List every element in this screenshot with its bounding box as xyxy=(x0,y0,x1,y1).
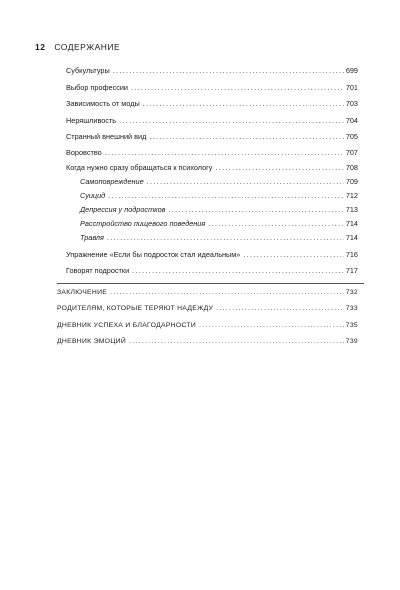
toc-entry[interactable] xyxy=(66,163,358,173)
toc-leader-dots xyxy=(132,266,344,276)
toc-entry-title: Воровство xyxy=(66,148,102,157)
toc-section-page: 735 xyxy=(345,322,358,329)
toc-subentry[interactable] xyxy=(80,177,358,187)
toc-subentry-page: 709 xyxy=(345,177,358,186)
toc-leader-dots xyxy=(105,148,344,158)
toc-entry[interactable] xyxy=(66,66,358,76)
toc-subentry[interactable] xyxy=(80,191,358,201)
toc-entry-title: Выбор профессии xyxy=(66,83,129,92)
toc-section-title: ДНЕВНИК УСПЕХА И БЛАГОДАРНОСТИ xyxy=(57,322,197,329)
toc-subentry[interactable] xyxy=(80,233,358,243)
toc-section-page: 733 xyxy=(345,305,358,312)
toc-subentry-title: Суицид xyxy=(80,191,106,200)
toc-section[interactable] xyxy=(57,288,358,298)
toc-leader-dots xyxy=(110,288,344,298)
section-divider xyxy=(57,283,364,284)
toc-section-page: 739 xyxy=(345,338,358,345)
toc-entry-page: 716 xyxy=(345,250,358,259)
toc-leader-dots xyxy=(149,132,343,142)
toc-leader-dots xyxy=(119,116,344,126)
toc-entry-page: 705 xyxy=(345,132,358,141)
toc-section-title: РОДИТЕЛЯМ, КОТОРЫЕ ТЕРЯЮТ НАДЕЖДУ xyxy=(57,305,214,312)
toc-entry[interactable] xyxy=(66,148,358,158)
toc-entry[interactable] xyxy=(66,250,358,260)
toc-entry-title: Зависимость от моды xyxy=(66,99,140,108)
toc-leader-dots xyxy=(168,205,343,215)
toc-section-page: 732 xyxy=(345,289,358,296)
toc-section[interactable] xyxy=(57,337,358,347)
toc-entry[interactable] xyxy=(66,132,358,142)
toc-section-title: ДНЕВНИК ЭМОЦИЙ xyxy=(57,338,127,345)
toc-leader-dots xyxy=(107,233,344,243)
toc-entry-title: Говорят подростки xyxy=(66,266,130,275)
toc-leader-dots xyxy=(129,337,344,347)
toc-leader-dots xyxy=(147,177,344,187)
toc-section[interactable] xyxy=(57,321,358,331)
toc-subentry-title: Травля xyxy=(80,233,104,242)
toc-section-title: ЗАКЛЮЧЕНИЕ xyxy=(57,289,108,296)
toc-entry-page: 704 xyxy=(345,116,358,125)
toc-entry-page: 707 xyxy=(345,148,358,157)
toc-entry-page: 708 xyxy=(345,163,358,172)
running-header-title: СОДЕРЖАНИЕ xyxy=(54,42,121,52)
toc-leader-dots xyxy=(131,83,344,93)
toc-entry-title: Субкультуры xyxy=(66,66,110,75)
toc-entry-title: Когда нужно сразу обращаться к психологу xyxy=(66,163,213,172)
toc-entry-title: Странный внешний вид xyxy=(66,132,147,141)
toc-entry-page: 701 xyxy=(345,83,358,92)
toc-leader-dots xyxy=(108,191,344,201)
toc-leader-dots xyxy=(143,99,344,109)
toc-entry-page: 703 xyxy=(345,99,358,108)
toc-leader-dots xyxy=(243,250,343,260)
toc-subentry-title: Депрессия у подростков xyxy=(80,205,166,214)
toc-subentry-page: 712 xyxy=(345,191,358,200)
toc-leader-dots xyxy=(208,219,344,229)
page-number: 12 xyxy=(35,42,46,52)
toc-subentry-page: 714 xyxy=(345,219,358,228)
toc-subentry[interactable] xyxy=(80,205,358,215)
toc-entry-title: Упражнение «Если бы подросток стал идеальным» xyxy=(66,250,241,259)
toc-section[interactable] xyxy=(57,304,358,314)
toc-entry-page: 699 xyxy=(345,66,358,75)
toc-leader-dots xyxy=(216,304,343,314)
toc-entry[interactable] xyxy=(66,83,358,93)
toc-subentry-page: 713 xyxy=(345,205,358,214)
toc-entry[interactable] xyxy=(66,99,358,109)
toc-subentry-page: 714 xyxy=(345,233,358,242)
toc-leader-dots xyxy=(113,66,344,76)
toc-entry[interactable] xyxy=(66,266,358,276)
toc-entry[interactable] xyxy=(66,116,358,126)
toc-subentry[interactable] xyxy=(80,219,358,229)
toc-leader-dots xyxy=(199,321,344,331)
toc-entry-page: 717 xyxy=(345,266,358,275)
toc-subentry-title: Расстройство пищевого поведения xyxy=(80,219,206,228)
toc-leader-dots xyxy=(215,163,343,173)
toc-subentry-title: Самоповреждение xyxy=(80,177,144,186)
toc-entry-title: Неряшливость xyxy=(66,116,117,125)
